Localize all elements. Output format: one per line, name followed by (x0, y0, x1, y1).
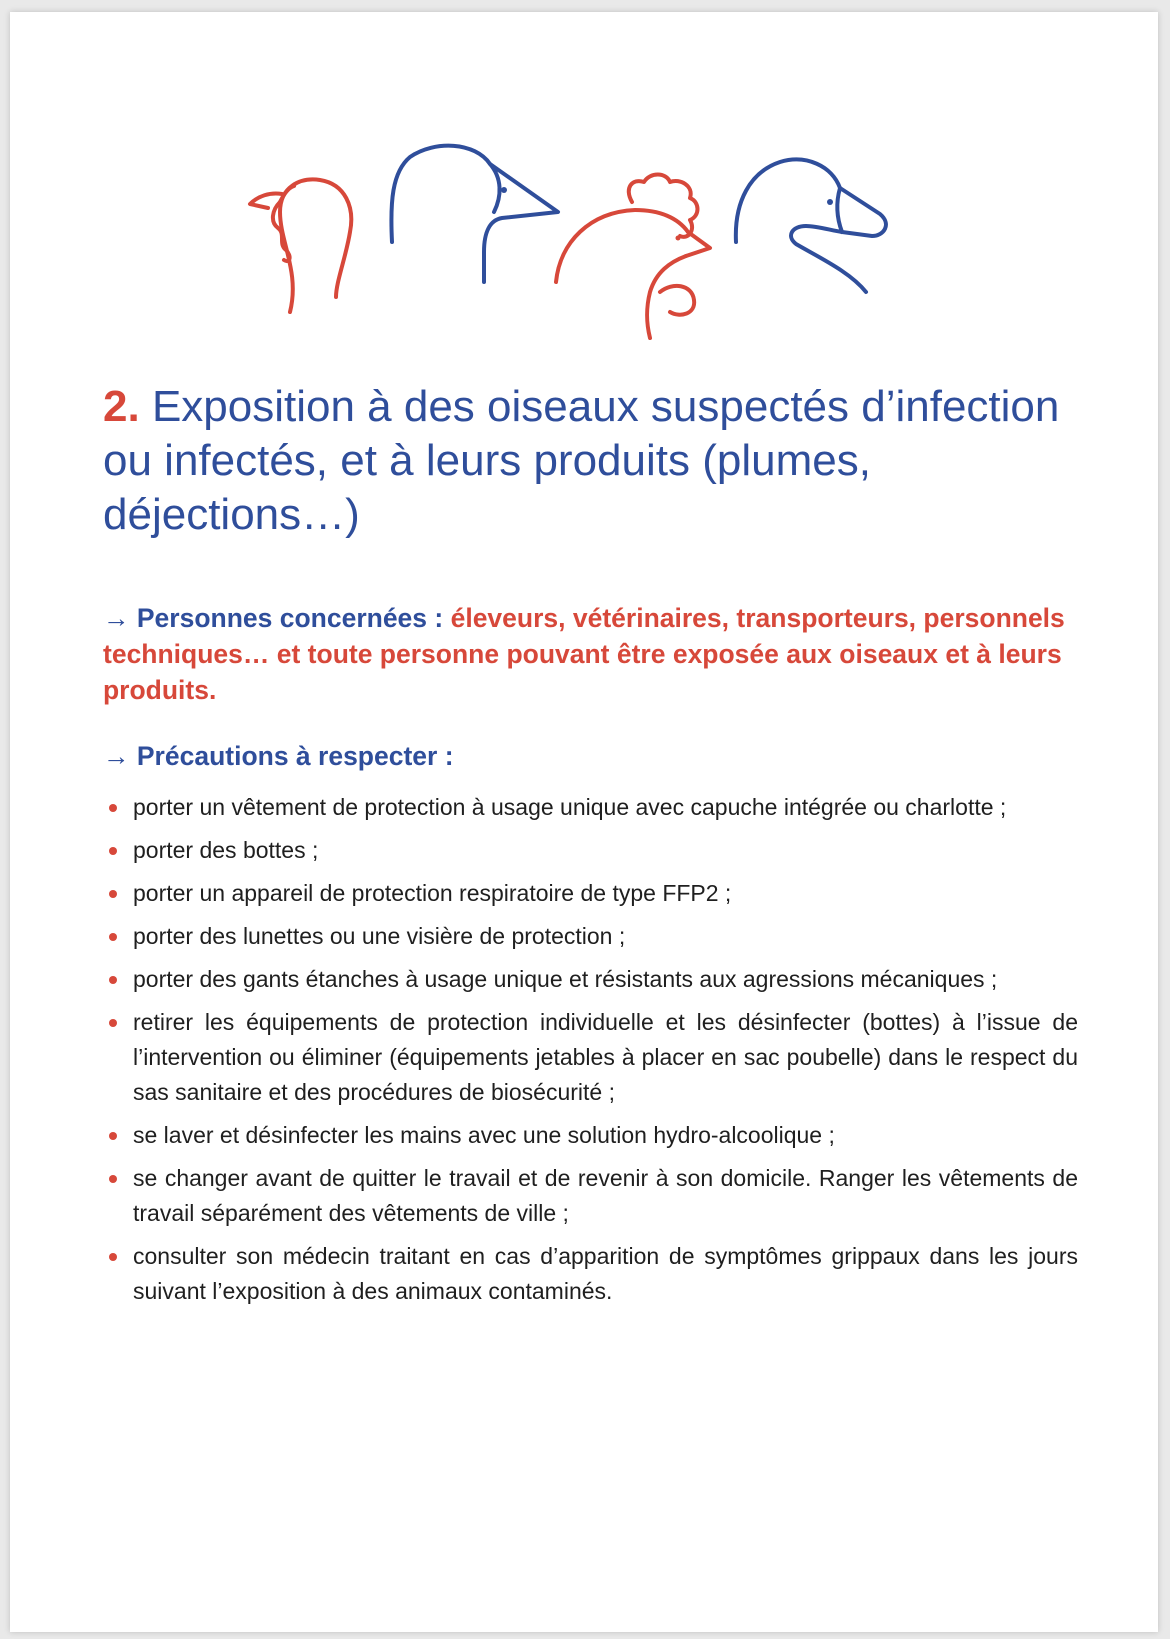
bullet-icon (109, 1132, 117, 1140)
bullet-icon (109, 1253, 117, 1261)
list-item: porter un appareil de protection respiratoire de type FFP2 ; (103, 876, 1078, 911)
bullet-icon (109, 804, 117, 812)
bullet-icon (109, 890, 117, 898)
goose-head-icon (391, 146, 558, 282)
precautions-list (103, 790, 1078, 1317)
rooster-head-icon (556, 175, 710, 339)
concerned-people-text: éleveurs, vétérinaires, transporteurs, personnels techniques… et toute personne pouvant être exposée aux oiseaux et à leurs produits. (103, 603, 1065, 705)
precautions-heading: → Précautions à respecter : (103, 741, 454, 771)
list-item: retirer les équipements de protection individuelle et les désinfecter (bottes) à l’issue de l’intervention ou éliminer (équipements jetables à placer en sac poubelle) dans le respect du sas sanitaire et des procédures de biosécurité ; (103, 1005, 1078, 1110)
bullet-icon (109, 847, 117, 855)
list-item: porter des lunettes ou une visière de protection ; (103, 919, 1078, 954)
list-item: se laver et désinfecter les mains avec une solution hydro-alcoolique ; (103, 1118, 1078, 1153)
duck-head-icon (736, 160, 886, 292)
list-item: consulter son médecin traitant en cas d’apparition de symptômes grippaux dans les jours suivant l’exposition à des animaux contaminés. (103, 1239, 1078, 1309)
section-number: 2. (103, 382, 140, 431)
concerned-label: → Personnes concernées : (103, 603, 451, 633)
bullet-icon (109, 933, 117, 941)
turkey-head-icon (250, 179, 351, 312)
bullet-icon (109, 1019, 117, 1027)
bird-heads-illustration (240, 132, 920, 362)
list-item: porter un vêtement de protection à usage unique avec capuche intégrée ou charlotte ; (103, 790, 1078, 825)
list-item: se changer avant de quitter le travail et de revenir à son domicile. Ranger les vêtements de travail séparément des vêtements de ville ; (103, 1161, 1078, 1231)
bullet-icon (109, 1175, 117, 1183)
document-page (10, 12, 1158, 1632)
list-item: porter des gants étanches à usage unique et résistants aux agressions mécaniques ; (103, 962, 1078, 997)
section-title-text: Exposition à des oiseaux suspectés d’infection ou infectés, et à leurs produits (plumes, déjections…) (103, 382, 1060, 539)
bullet-icon (109, 976, 117, 984)
section-title (103, 380, 1083, 542)
concerned-persons (103, 600, 1083, 708)
list-item: porter des bottes ; (103, 833, 1078, 868)
